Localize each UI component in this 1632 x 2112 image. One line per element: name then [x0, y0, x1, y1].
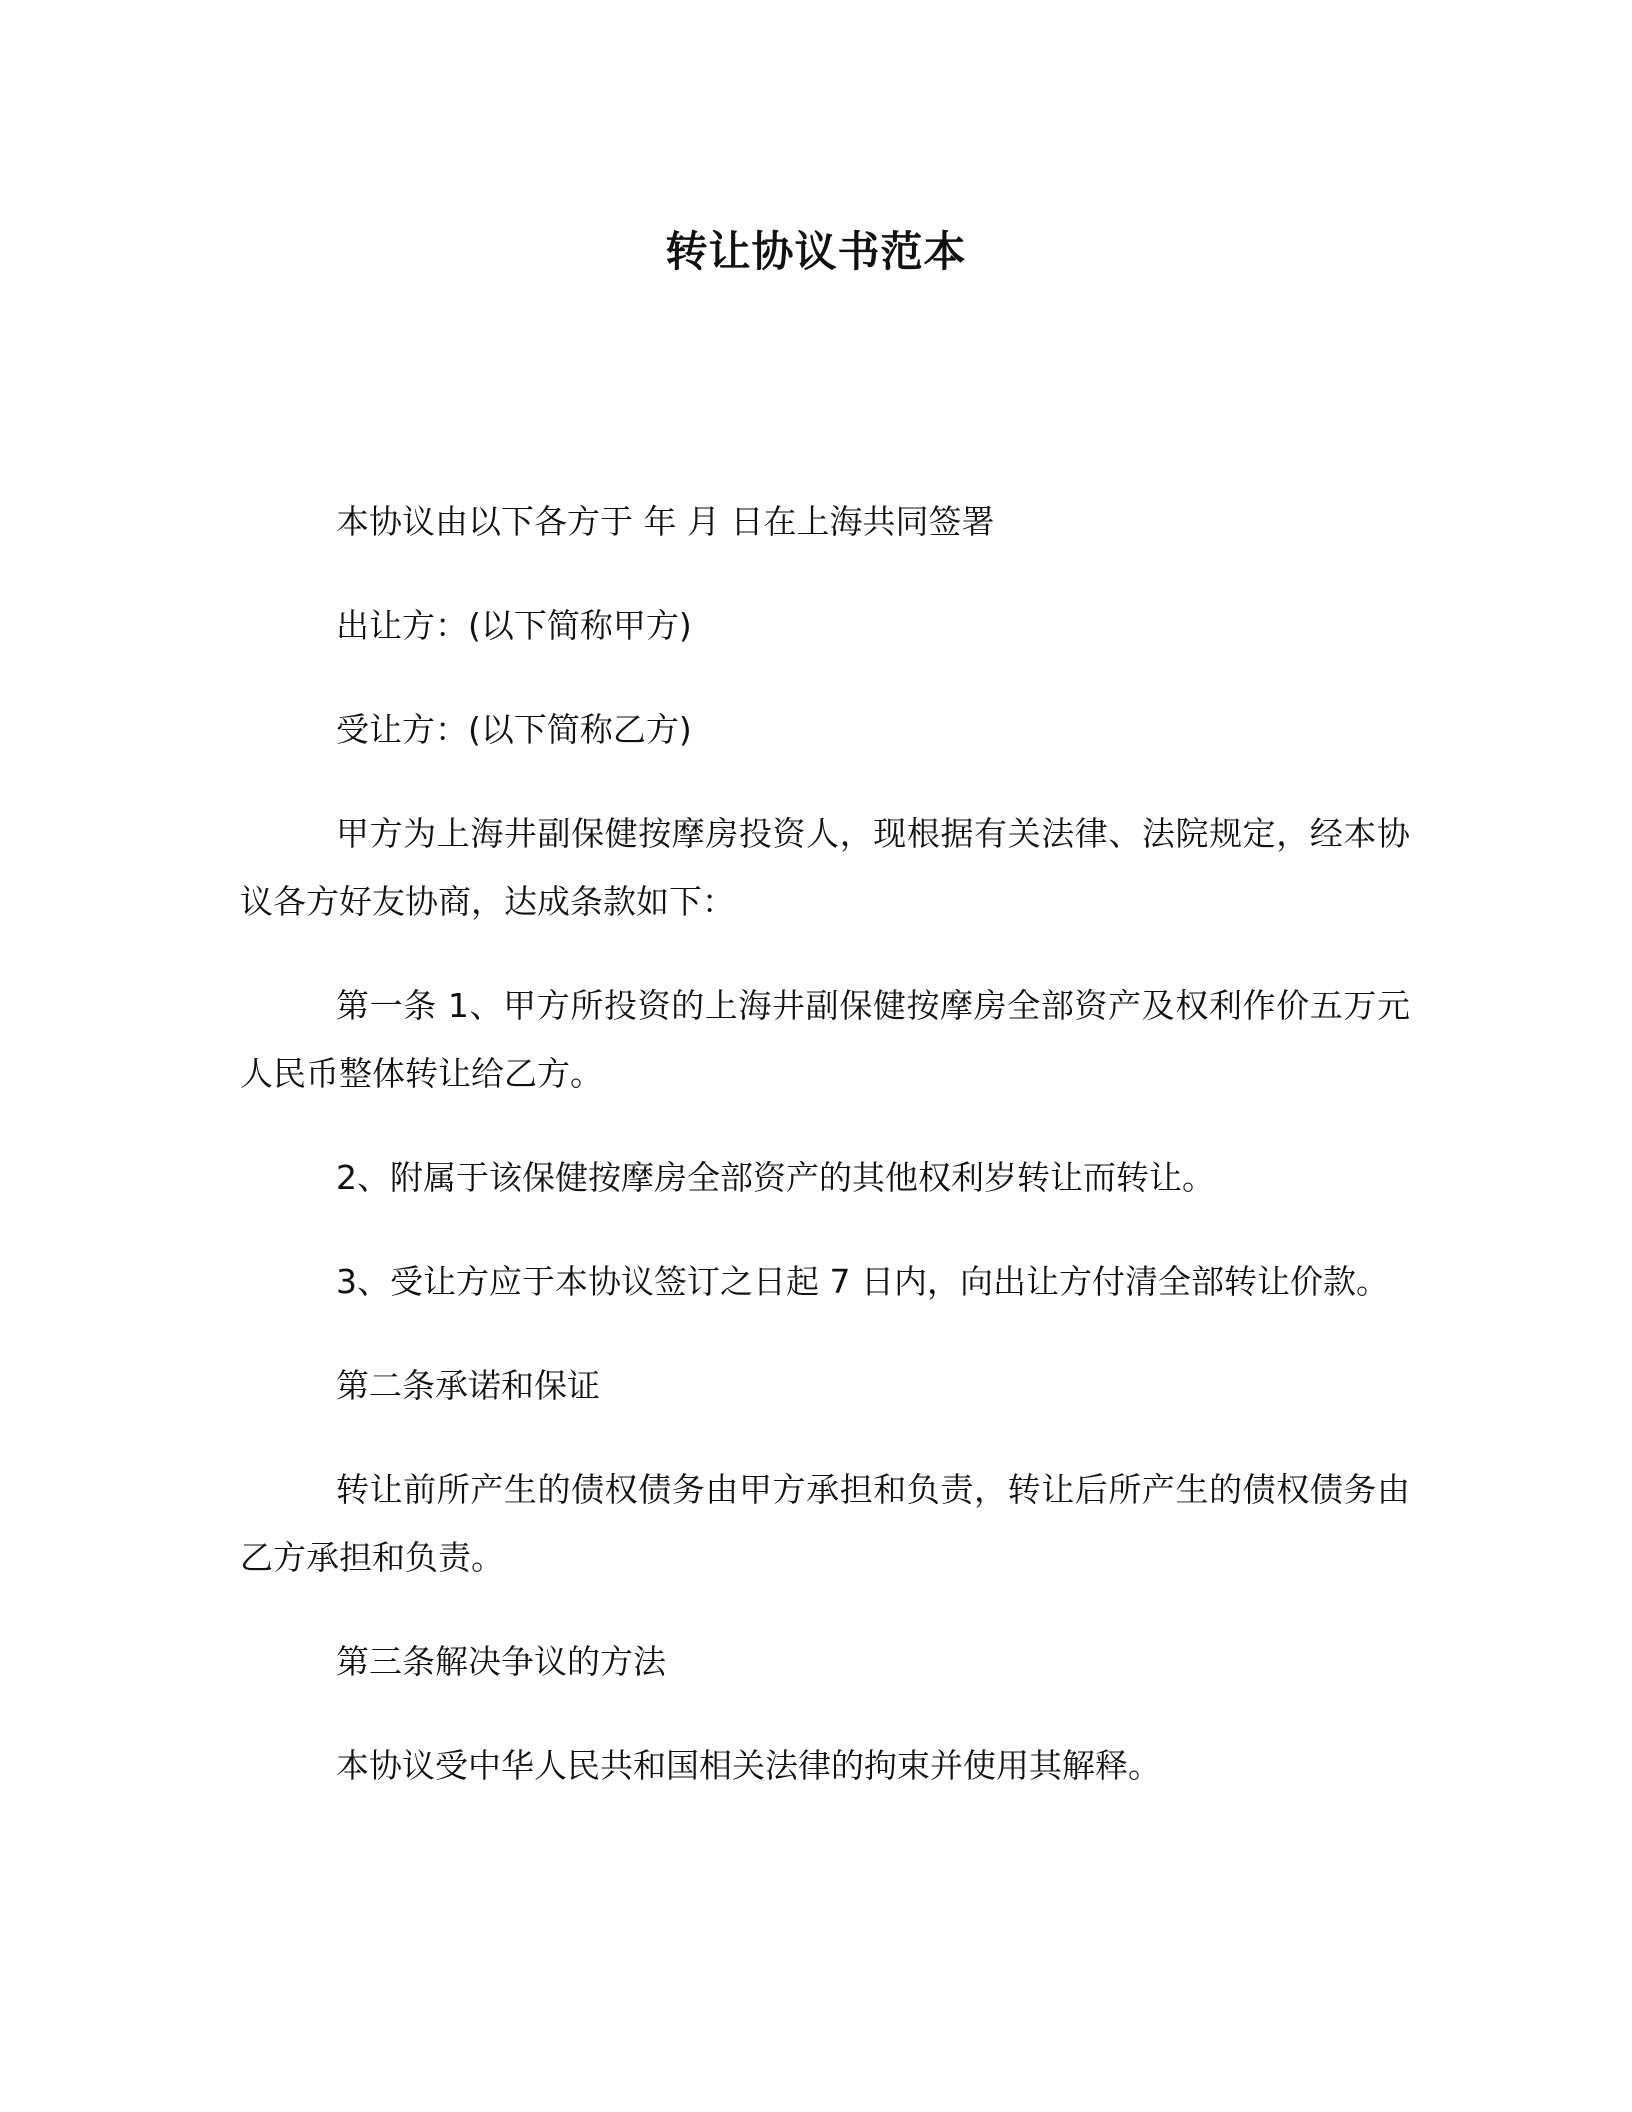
heading-article-3: 第三条解决争议的方法 [336, 1642, 666, 1681]
paragraph-article-3: 本协议受中华人民共和国相关法律的拘束并使用其解释。 [336, 1746, 1161, 1785]
document-body [240, 488, 1410, 1800]
heading-article-2: 第二条承诺和保证 [336, 1366, 600, 1405]
paragraph-preamble: 甲方为上海井副保健按摩房投资人，现根据有关法律、法院规定，经本协议各方好友协商，达成条款如下： [240, 814, 1410, 921]
paragraph-transferor: 出让方：(以下简称甲方) [336, 606, 692, 645]
paragraph-article-1-item-3: 3、受让方应于本协议签订之日起 7 日内，向出让方付清全部转让价款。 [336, 1262, 1389, 1301]
paragraph-article-2: 转让前所产生的债权债务由甲方承担和负责，转让后所产生的债权债务由乙方承担和负责。 [240, 1470, 1410, 1577]
document-title: 转让协议书范本 [665, 227, 967, 276]
paragraph-signing: 本协议由以下各方于 年 月 日在上海共同签署 [336, 502, 995, 541]
paragraph-article-1-item-1: 第一条 1、甲方所投资的上海井副保健按摩房全部资产及权利作价五万元人民币整体转让给乙方。 [240, 986, 1410, 1093]
paragraph-transferee: 受让方：(以下简称乙方) [336, 710, 692, 749]
paragraph-article-1-item-2: 2、附属于该保健按摩房全部资产的其他权利岁转让而转让。 [336, 1158, 1215, 1197]
